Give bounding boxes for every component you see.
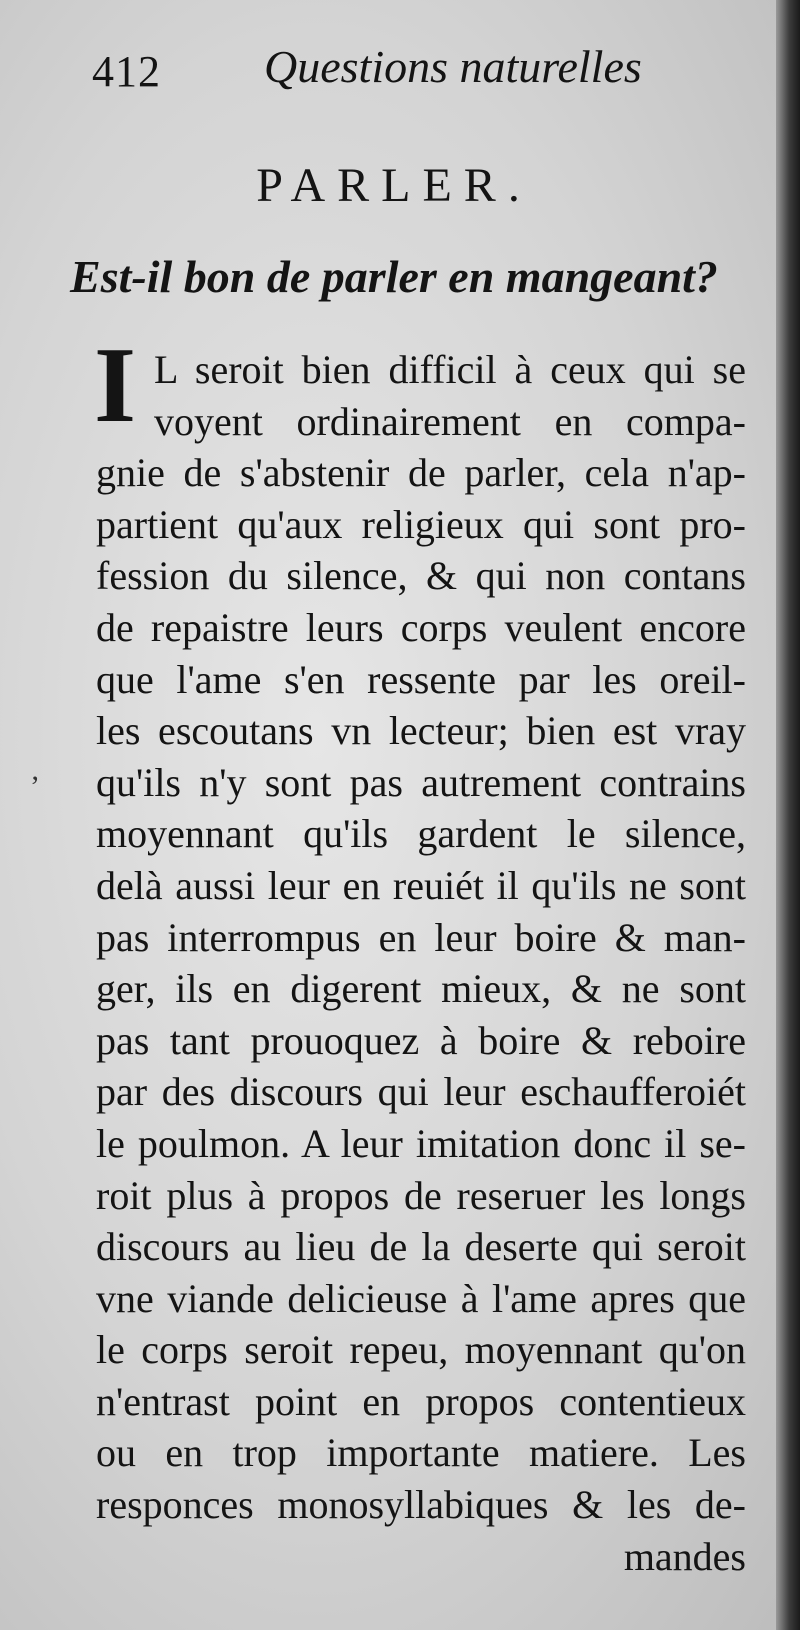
section-subtitle: Est-il bon de parler en mangeant?	[70, 251, 718, 302]
section-title: PARLER.	[256, 159, 532, 212]
text-line: pas interrompus en leur boire & man-	[96, 914, 746, 960]
text-line: n'entrast point en propos contentieux	[96, 1378, 746, 1424]
text-line: responces monosyllabiques & les de-	[96, 1482, 746, 1528]
text-line: ou en trop importante matiere. Les	[96, 1430, 746, 1476]
text-line: pas tant prouoquez à boire & reboire	[96, 1017, 746, 1063]
catchword: mandes	[623, 1533, 746, 1579]
text-line: les escoutans vn lecteur; bien est vray	[96, 708, 746, 754]
page-number: 412	[92, 47, 161, 96]
page-header	[0, 40, 788, 110]
text-line: gnie de s'abstenir de parler, cela n'ap-	[96, 450, 746, 496]
text-line: discours au lieu de la deserte qui seroit	[96, 1224, 746, 1270]
text-line: delà aussi leur en reuiét il qu'ils ne sont	[96, 862, 746, 908]
running-head: Questions naturelles	[264, 41, 642, 92]
body-text	[96, 344, 746, 1582]
text-line: le poulmon. A leur imitation donc il se-	[96, 1120, 746, 1166]
text-line: fession du silence, & qui non contans	[96, 553, 746, 599]
text-line: par des discours qui leur eschaufferoiét	[96, 1069, 746, 1115]
text-line: le corps seroit repeu, moyennant qu'on	[96, 1327, 746, 1373]
text-line: vne viande delicieuse à l'ame apres que	[96, 1275, 746, 1321]
text-line: que l'ame s'en ressente par les oreil-	[96, 656, 746, 702]
text-line: de repaistre leurs corps veulent encore	[96, 604, 746, 650]
book-edge	[776, 0, 800, 1630]
text-line: moyennant qu'ils gardent le silence,	[96, 811, 746, 857]
text-line: roit plus à propos de reseruer les longs	[96, 1172, 746, 1218]
text-line: ger, ils en digerent mieux, & ne sont	[96, 966, 746, 1012]
drop-cap: I	[94, 326, 137, 445]
text-line: qu'ils n'y sont pas autrement contrains	[96, 759, 746, 805]
text-line: voyent ordinairement en compa-	[154, 398, 746, 444]
margin-mark: ’	[30, 770, 40, 803]
text-line: L seroit bien difficil à ceux qui se	[154, 347, 746, 392]
text-line: partient qu'aux religieux qui sont pro-	[96, 501, 746, 547]
